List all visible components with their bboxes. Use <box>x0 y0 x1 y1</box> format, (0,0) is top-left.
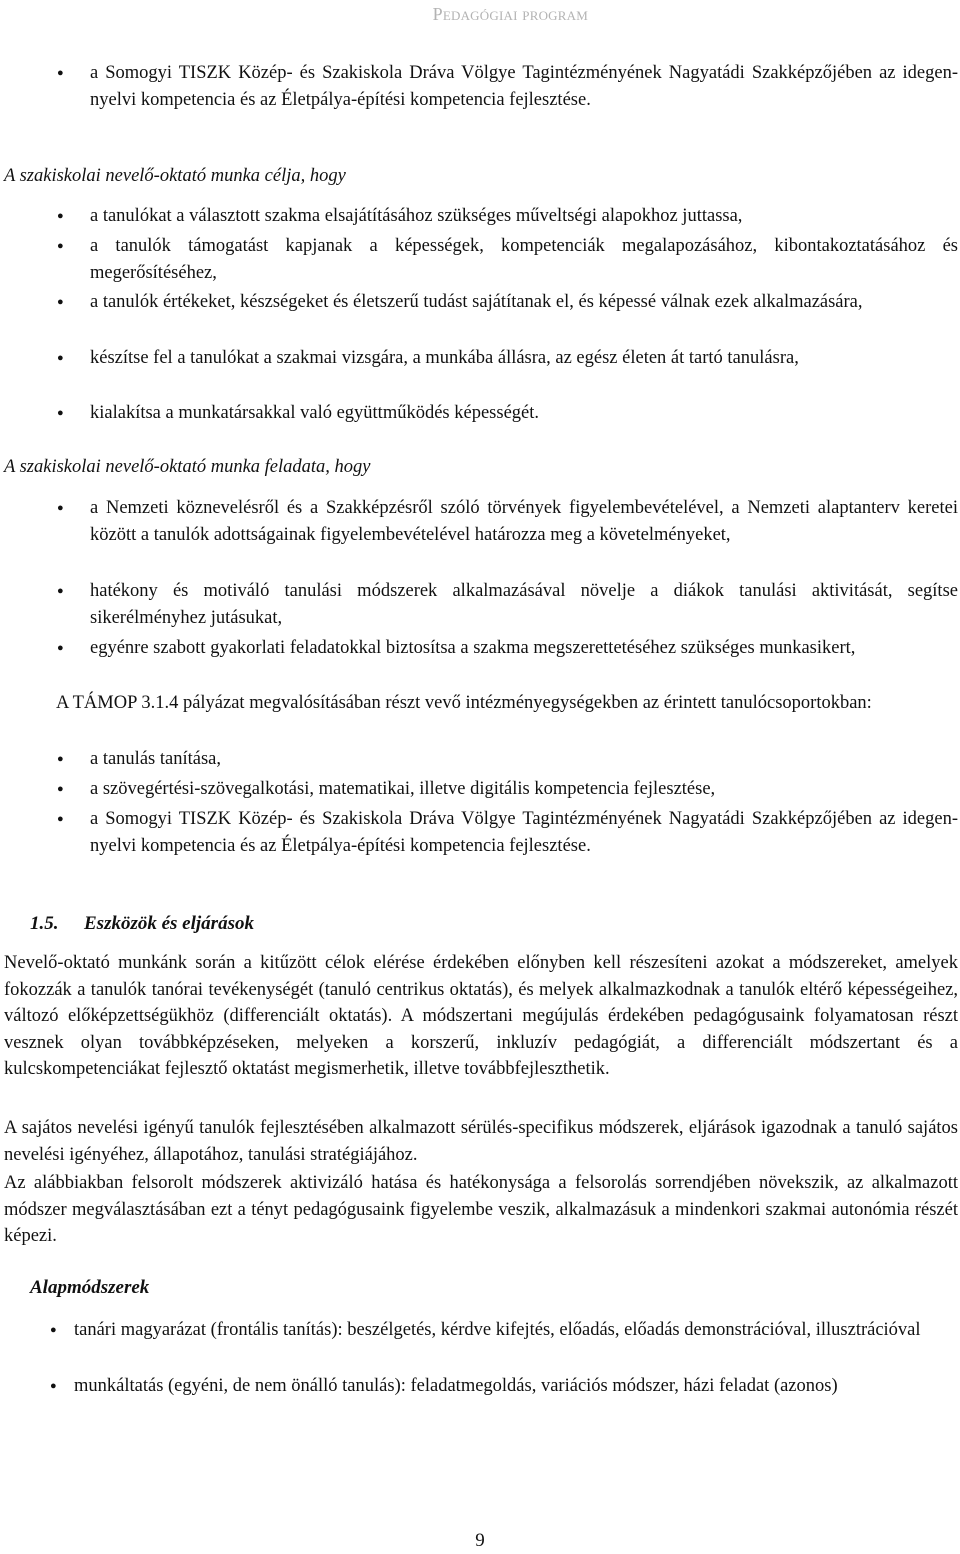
subheading: Alapmódszerek <box>30 1277 150 1298</box>
list-item: ● egyénre szabott gyakorlati feladatokkal biztosítsa a szakma megszerettetéséhez szükséges munkasikert, <box>90 635 958 662</box>
paragraph-cel-intro: A szakiskolai nevelő-oktató munka célja, hogy <box>4 166 346 186</box>
list-item: ● a szövegértési-szövegalkotási, matematikai, illetve digitális kompetencia fejlesztése, <box>90 776 958 803</box>
list-item: ● munkáltatás (egyéni, de nem önálló tanulás): feladatmegoldás, variációs módszer, házi feladat (azonos) <box>74 1373 958 1400</box>
bullet-icon: ● <box>57 210 64 222</box>
bullet-icon: ● <box>57 502 64 514</box>
body-paragraph: Nevelő-oktató munkánk során a kitűzött célok elérése érdekében előnyben kell részesíteni azokat a módszereket, amelyek fokozzák a tanulók tanórai tevékenységét (tanuló centrikus oktatás), és melyek alkalmazkodnak a tanulók eltérő képességeihez, változó előképzettségükhöz (differenciált oktatás). A módszertani megújulás érdekében pedagógusaink folyamatosan részt vesznek olyan továbbképzéseken, melyeken a korszerű, inkluzív pedagógiát, a differenciált módszertant és a kulcskompetenciákat fejlesztő oktatást megismerhetik, illetve továbbfejleszthetik. <box>4 953 958 1079</box>
section-number: 1.5. <box>30 913 59 934</box>
list-item: ● a Somogyi TISZK Közép- és Szakiskola Dráva Völgye Tagintézményének Nagyatádi Szakképzőjében az idegen-nyelvi kompetencia és az Életpálya-építési kompetencia fejlesztése. <box>90 806 958 859</box>
page-header: Pedagógiai program <box>432 4 588 24</box>
bullet-icon: ● <box>57 352 64 364</box>
body-paragraph: Az alábbiakban felsorolt módszerek aktivizáló hatása és hatékonysága a felsorolás sorrendjében növekszik, az alkalmazott módszer megválasztásában ezt a tényt pedagógusaink figyelembe veszik, alkalmazásuk a mindenkori szakmai autonómia részét képezi. <box>4 1173 958 1246</box>
list-item: ● a tanulók támogatást kapjanak a képességek, kompetenciák megalapozásához, kibontakoztatásához és megerősítéséhez, <box>90 233 958 286</box>
bullet-icon: ● <box>57 642 64 654</box>
list-item: ● tanári magyarázat (frontális tanítás): beszélgetés, kérdve kifejtés, előadás, előadás demonstrációval, illusztrációval <box>74 1317 958 1344</box>
bullet-icon: ● <box>57 783 64 795</box>
section-heading <box>30 911 254 938</box>
bullet-icon: ● <box>57 585 64 597</box>
list-item: ● kialakítsa a munkatársakkal való együttműködés képességét. <box>90 400 958 427</box>
list-item: ● a tanulókat a választott szakma elsajátításához szükséges műveltségi alapokhoz juttassa, <box>90 203 958 230</box>
section-title: Eszközök és eljárások <box>84 913 254 934</box>
list-item: ● a tanulók értékeket, készségeket és életszerű tudást sajátítanak el, és képessé válnak ezek alkalmazására, <box>90 289 958 316</box>
bullet-icon: ● <box>57 813 64 825</box>
list-item: ● a tanulás tanítása, <box>90 746 958 773</box>
list-item: ● a Nemzeti köznevelésről és a Szakképzésről szóló törvények figyelembevételével, a Nemzeti alaptanterv keretei között a tanulók adottságainak figyelembevételével határozza meg a követelményeket, <box>90 495 958 548</box>
body-paragraph: A sajátos nevelési igényű tanulók fejlesztésében alkalmazott sérülés-specifikus módszerek, eljárások igazodnak a tanuló sajátos nevelési igényéhez, állapotához, tanulási stratégiájához. <box>4 1118 958 1165</box>
bullet-icon: ● <box>57 67 64 79</box>
paragraph-feladat-intro: A szakiskolai nevelő-oktató munka feladata, hogy <box>4 457 371 477</box>
list-item: ● a Somogyi TISZK Közép- és Szakiskola Dráva Völgye Tagintézményének Nagyatádi Szakképzőjében az idegen-nyelvi kompetencia és az Életpálya-építési kompetencia fejlesztése. <box>90 60 958 113</box>
page-number: 9 <box>475 1530 485 1551</box>
bullet-icon: ● <box>50 1324 57 1336</box>
list-item: ● készítse fel a tanulókat a szakmai vizsgára, a munkába állásra, az egész életen át tartó tanulásra, <box>90 345 958 372</box>
list-item: ● hatékony és motiváló tanulási módszerek alkalmazásával növelje a diákok tanulási aktivitását, segítse sikerélményhez jutásukat, <box>90 578 958 631</box>
bullet-icon: ● <box>50 1380 57 1392</box>
bullet-icon: ● <box>57 753 64 765</box>
bullet-icon: ● <box>57 296 64 308</box>
paragraph-tamop: A TÁMOP 3.1.4 pályázat megvalósításában részt vevő intézményegységekben az érintett tanulócsoportokban: <box>56 693 872 713</box>
bullet-icon: ● <box>57 240 64 252</box>
bullet-icon: ● <box>57 407 64 419</box>
